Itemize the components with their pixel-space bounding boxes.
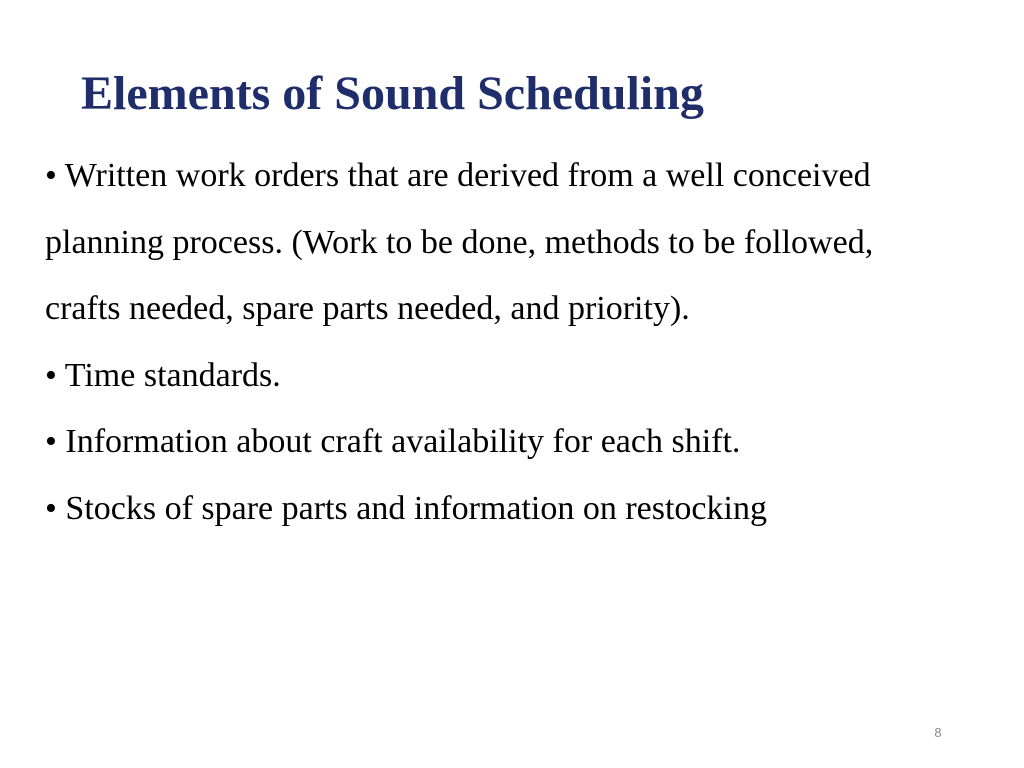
bullet-line-written-work-orders: • Written work orders that are derived from a well conceived (45, 157, 871, 194)
slide-title: Elements of Sound Scheduling (81, 67, 704, 120)
bullet-line-spare-parts-stocks: • Stocks of spare parts and information on restocking (45, 489, 767, 527)
bullet-line-crafts-needed: crafts needed, spare parts needed, and priority). (45, 290, 690, 327)
bullet-line-planning-process: planning process. (Work to be done, methods to be followed, (45, 223, 874, 261)
page-number: 8 (934, 725, 942, 740)
bullet-line-craft-availability: • Information about craft availability for each shift. (45, 423, 741, 460)
slide-body (45, 143, 1005, 542)
bullet-line-time-standards: • Time standards. (45, 356, 281, 394)
